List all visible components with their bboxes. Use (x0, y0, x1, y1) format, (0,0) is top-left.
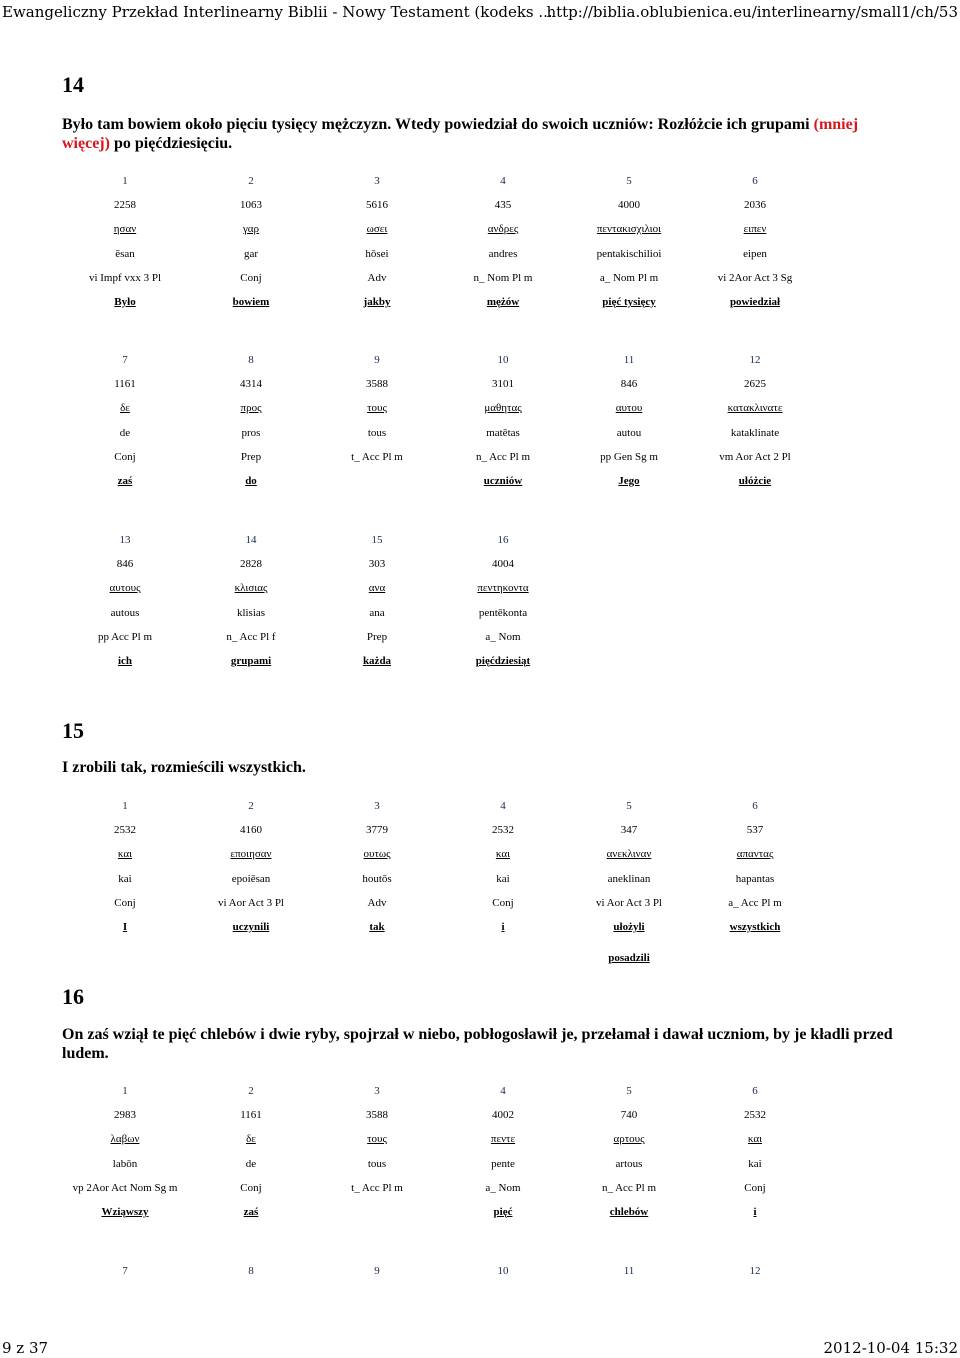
word-number: 9 (374, 354, 380, 366)
morphology: vi Aor Act 3 Pl (595, 896, 662, 909)
strong-number[interactable]: 4160 (240, 824, 262, 837)
strong-number[interactable]: 4002 (492, 1109, 514, 1122)
transliteration: kai (748, 1157, 762, 1170)
transliteration: artous (615, 1157, 643, 1170)
interlinear-grid (62, 794, 818, 939)
strong-number[interactable]: 1161 (114, 378, 136, 391)
word-number: 1 (122, 1085, 128, 1097)
word-number: 13 (119, 534, 131, 546)
word-number-row (62, 528, 818, 552)
polish-translation[interactable]: jakby (363, 295, 391, 308)
morphology: Adv (367, 271, 387, 284)
greek-word-row (62, 217, 818, 241)
verse-text: I zrobili tak, rozmieścili wszystkich. (62, 759, 306, 776)
transliteration: houtōs (362, 872, 392, 885)
word-number: 10 (497, 354, 509, 366)
transliteration-row (62, 867, 818, 891)
word-number: 3 (374, 1085, 380, 1097)
greek-word[interactable]: ησαν (113, 223, 137, 236)
word-number: 7 (122, 354, 128, 366)
morphology: n_ Acc Pl m (601, 1181, 657, 1194)
transliteration: epoiēsan (231, 872, 271, 885)
word-number: 11 (623, 1265, 635, 1277)
morphology: pp Gen Sg m (600, 450, 658, 463)
greek-word[interactable]: και (747, 1133, 763, 1146)
transliteration: gar (243, 247, 259, 260)
word-number: 1 (122, 800, 128, 812)
strong-number-row (62, 193, 818, 217)
greek-word[interactable]: ανα (368, 582, 386, 595)
morphology: Conj (240, 271, 262, 284)
greek-word-row (62, 396, 818, 420)
polish-translation-row (62, 915, 818, 939)
polish-translation-row (62, 469, 818, 493)
transliteration: tous (367, 426, 387, 439)
morphology-row (62, 445, 818, 469)
word-number: 3 (374, 800, 380, 812)
strong-number[interactable]: 2532 (114, 824, 136, 837)
morphology: n_ Acc Pl f (226, 630, 276, 643)
greek-word[interactable]: γαρ (242, 223, 260, 236)
morphology: t_ Acc Pl m (351, 1181, 403, 1194)
verse-number: 14 (62, 72, 84, 97)
word-number: 11 (623, 354, 635, 366)
interlinear-grid (62, 1079, 818, 1224)
transliteration: de (245, 1157, 257, 1170)
strong-number[interactable]: 3588 (366, 378, 388, 391)
transliteration: kai (118, 872, 132, 885)
strong-number[interactable]: 3779 (366, 824, 388, 837)
polish-translation[interactable]: mężów (486, 295, 520, 308)
verse-text: On zaś wziął te pięć chlebów i dwie ryby, spojrzał w niebo, pobłogosławił je, przełamał i dawał uczniom, by je kładli przed ludem. (62, 1026, 893, 1062)
transliteration: de (119, 426, 131, 439)
transliteration-row (62, 1152, 818, 1176)
strong-number[interactable]: 5616 (366, 199, 388, 212)
greek-word[interactable]: ουτως (363, 848, 391, 861)
morphology: Conj (114, 450, 136, 463)
morphology: Prep (240, 450, 262, 463)
word-number: 12 (749, 1265, 761, 1277)
morphology-row (62, 266, 818, 290)
polish-translation[interactable]: pięćdziesiąt (475, 654, 531, 667)
greek-word[interactable]: τους (367, 1133, 387, 1146)
strong-number[interactable]: 2828 (240, 558, 262, 571)
strong-number[interactable]: 2036 (744, 199, 766, 212)
morphology: a_ Nom Pl m (599, 271, 659, 284)
polish-translation[interactable]: uczniów (483, 474, 523, 487)
polish-translation-row (62, 1200, 818, 1224)
strong-number[interactable]: 2625 (744, 378, 766, 391)
interlinear-grid (62, 528, 818, 673)
polish-translation-row (62, 290, 818, 314)
verse-text: Było tam bowiem około pięciu tysięcy mężczyzn. Wtedy powiedział do swoich uczniów: Rozłóżcie ich grupami (mniej więcej) po pięćdziesięciu. (62, 116, 859, 152)
alternate-translation[interactable]: posadzili (608, 952, 650, 964)
word-number: 1 (122, 175, 128, 187)
strong-number[interactable]: 3101 (492, 378, 514, 391)
morphology: Conj (492, 896, 514, 909)
morphology: vi Aor Act 3 Pl (217, 896, 284, 909)
polish-translation[interactable]: zaś (117, 474, 133, 487)
word-number: 5 (626, 1085, 632, 1097)
word-number: 16 (497, 534, 509, 546)
transliteration: ēsan (115, 247, 135, 260)
polish-translation[interactable]: ułożyli (613, 920, 645, 933)
strong-number[interactable]: 2983 (114, 1109, 136, 1122)
strong-number[interactable]: 303 (368, 558, 386, 571)
transliteration: autou (616, 426, 642, 439)
print-datetime: 2012-10-04 15:32 (823, 1339, 958, 1357)
strong-number[interactable]: 537 (746, 824, 764, 837)
page-footer (0, 1338, 960, 1358)
greek-word[interactable]: λαβων (110, 1133, 140, 1146)
strong-number[interactable]: 2532 (492, 824, 514, 837)
word-number: 6 (752, 1085, 758, 1097)
greek-word[interactable]: πεντακισχιλιοι (596, 223, 662, 236)
transliteration: matētas (486, 426, 520, 439)
strong-number[interactable]: 347 (620, 824, 638, 837)
word-number: 10 (497, 1265, 509, 1277)
greek-word[interactable]: ανδρες (487, 223, 519, 236)
morphology: n_ Nom Pl m (473, 271, 533, 284)
transliteration: hapantas (735, 872, 775, 885)
transliteration: pentakischilioi (596, 247, 662, 260)
greek-word[interactable]: και (495, 848, 511, 861)
morphology: vi Impf vxx 3 Pl (88, 271, 162, 284)
verse-number: 15 (62, 718, 84, 743)
polish-translation[interactable]: ułóżcie (738, 474, 772, 487)
greek-word[interactable]: μαθητας (484, 402, 522, 415)
morphology: vp 2Aor Act Nom Sg m (72, 1181, 178, 1194)
morphology-row (62, 625, 818, 649)
polish-translation[interactable]: bowiem (232, 295, 270, 308)
word-number-row (62, 1079, 818, 1103)
polish-translation[interactable]: grupami (230, 654, 272, 667)
greek-word[interactable]: τους (367, 402, 387, 415)
word-number: 12 (749, 354, 761, 366)
polish-translation[interactable]: do (245, 474, 257, 487)
transliteration: eipen (743, 247, 767, 260)
word-number: 7 (122, 1265, 128, 1277)
page-number: 9 z 37 (2, 1339, 49, 1357)
strong-number[interactable]: 4004 (492, 558, 514, 571)
word-number: 2 (248, 800, 254, 812)
strong-number-row (62, 818, 818, 842)
strong-number[interactable]: 2532 (744, 1109, 766, 1122)
word-number: 5 (626, 175, 632, 187)
polish-translation[interactable]: ich (117, 654, 133, 667)
greek-word[interactable]: αυτου (615, 402, 643, 415)
document-title: Ewangeliczny Przekład Interlinearny Biblii - Nowy Testament (kodeks ... (2, 3, 553, 21)
transliteration: klisias (236, 606, 266, 619)
greek-word[interactable]: δε (120, 402, 130, 415)
word-number: 6 (752, 175, 758, 187)
morphology: Prep (366, 630, 388, 643)
word-number: 4 (500, 1085, 506, 1097)
morphology-row (62, 891, 818, 915)
polish-translation[interactable]: Było (114, 295, 136, 308)
greek-word[interactable]: κλισιας (234, 582, 268, 595)
word-number: 14 (245, 534, 257, 546)
strong-number[interactable]: 1161 (240, 1109, 262, 1122)
greek-word[interactable]: δε (246, 1133, 256, 1146)
polish-translation-row (62, 649, 818, 673)
interlinear-grid (62, 169, 818, 314)
morphology: n_ Acc Pl m (475, 450, 531, 463)
strong-number[interactable]: 740 (620, 1109, 638, 1122)
polish-translation[interactable]: wszystkich (729, 920, 781, 933)
transliteration: tous (367, 1157, 387, 1170)
strong-number-row (62, 1103, 818, 1127)
strong-number[interactable]: 435 (494, 199, 512, 212)
morphology: a_ Acc Pl m (728, 896, 782, 909)
interlinear-grid (62, 348, 818, 493)
morphology: vm Aor Act 2 Pl (719, 450, 791, 463)
strong-number[interactable]: 1063 (240, 199, 262, 212)
greek-word[interactable]: ειπεν (743, 223, 767, 236)
polish-translation[interactable]: powiedział (729, 295, 781, 308)
polish-translation[interactable]: uczynili (232, 920, 270, 933)
word-number-row (62, 794, 818, 818)
morphology-row (62, 1176, 818, 1200)
word-number: 3 (374, 175, 380, 187)
word-number: 8 (248, 354, 254, 366)
strong-number-row (62, 372, 818, 396)
word-number-row (62, 348, 818, 372)
greek-word[interactable]: κατακλινατε (727, 402, 783, 415)
transliteration: hōsei (365, 247, 389, 260)
greek-word-row (62, 842, 818, 866)
word-number: 5 (626, 800, 632, 812)
word-number: 4 (500, 800, 506, 812)
word-number: 15 (371, 534, 383, 546)
polish-translation[interactable]: Wziąwszy (101, 1205, 149, 1218)
transliteration: ana (369, 606, 385, 619)
morphology: a_ Nom (485, 1181, 521, 1194)
polish-translation[interactable]: i (753, 1205, 757, 1218)
word-number: 8 (248, 1265, 254, 1277)
polish-translation[interactable]: i (501, 920, 505, 933)
transliteration: pentēkonta (478, 606, 528, 619)
transliteration: aneklinan (607, 872, 651, 885)
transliteration: labōn (112, 1157, 138, 1170)
word-number: 2 (248, 1085, 254, 1097)
greek-word-row (62, 576, 818, 600)
strong-number[interactable]: 846 (620, 378, 638, 391)
polish-translation[interactable]: Jego (618, 474, 640, 487)
greek-word[interactable]: και (117, 848, 133, 861)
morphology: t_ Acc Pl m (351, 450, 403, 463)
transliteration: pente (491, 1157, 515, 1170)
greek-word[interactable]: αρτους (613, 1133, 645, 1146)
page-header (0, 0, 960, 24)
morphology: a_ Nom (485, 630, 521, 643)
transliteration-row (62, 601, 818, 625)
word-number: 9 (374, 1265, 380, 1277)
strong-number[interactable]: 846 (116, 558, 134, 571)
greek-word[interactable]: απαντας (736, 848, 774, 861)
greek-word[interactable]: πεντε (490, 1133, 516, 1146)
word-number: 6 (752, 800, 758, 812)
greek-word[interactable]: εποιησαν (230, 848, 272, 861)
polish-translation[interactable]: tak (369, 920, 385, 933)
verse-number: 16 (62, 984, 84, 1009)
greek-word[interactable]: ωσει (366, 223, 388, 236)
morphology: Adv (367, 896, 387, 909)
strong-number[interactable]: 4314 (240, 378, 262, 391)
greek-word[interactable]: πεντηκοντα (477, 582, 529, 595)
polish-translation[interactable]: chlebów (609, 1205, 649, 1218)
transliteration-row (62, 242, 818, 266)
polish-translation[interactable]: zaś (243, 1205, 259, 1218)
strong-number-row (62, 552, 818, 576)
page-url[interactable]: http://biblia.oblubienica.eu/interlinearny/small1/ch/53 (546, 3, 958, 21)
morphology: vi 2Aor Act 3 Sg (717, 271, 793, 284)
polish-translation[interactable]: każda (362, 654, 392, 667)
morphology: Conj (744, 1181, 766, 1194)
strong-number[interactable]: 3588 (366, 1109, 388, 1122)
morphology: Conj (240, 1181, 262, 1194)
verse-text-red: (mniej więcej) (62, 116, 859, 152)
interlinear-grid (62, 1259, 818, 1283)
morphology: Conj (114, 896, 136, 909)
strong-number[interactable]: 4000 (618, 199, 640, 212)
transliteration: kai (496, 872, 510, 885)
polish-translation[interactable]: pięć tysięcy (602, 295, 656, 308)
greek-word[interactable]: αυτους (109, 582, 141, 595)
strong-number[interactable]: 2258 (114, 199, 136, 212)
transliteration-row (62, 421, 818, 445)
word-number: 4 (500, 175, 506, 187)
transliteration: autous (110, 606, 140, 619)
greek-word-row (62, 1127, 818, 1151)
word-number-row (62, 169, 818, 193)
polish-translation[interactable]: I (122, 920, 128, 933)
polish-translation[interactable]: pięć (493, 1205, 513, 1218)
morphology: pp Acc Pl m (97, 630, 153, 643)
transliteration: andres (488, 247, 518, 260)
transliteration: pros (241, 426, 261, 439)
transliteration: kataklinate (730, 426, 780, 439)
greek-word[interactable]: προς (240, 402, 262, 415)
word-number: 2 (248, 175, 254, 187)
word-number-row (62, 1259, 818, 1283)
greek-word[interactable]: ανεκλιναν (606, 848, 652, 861)
